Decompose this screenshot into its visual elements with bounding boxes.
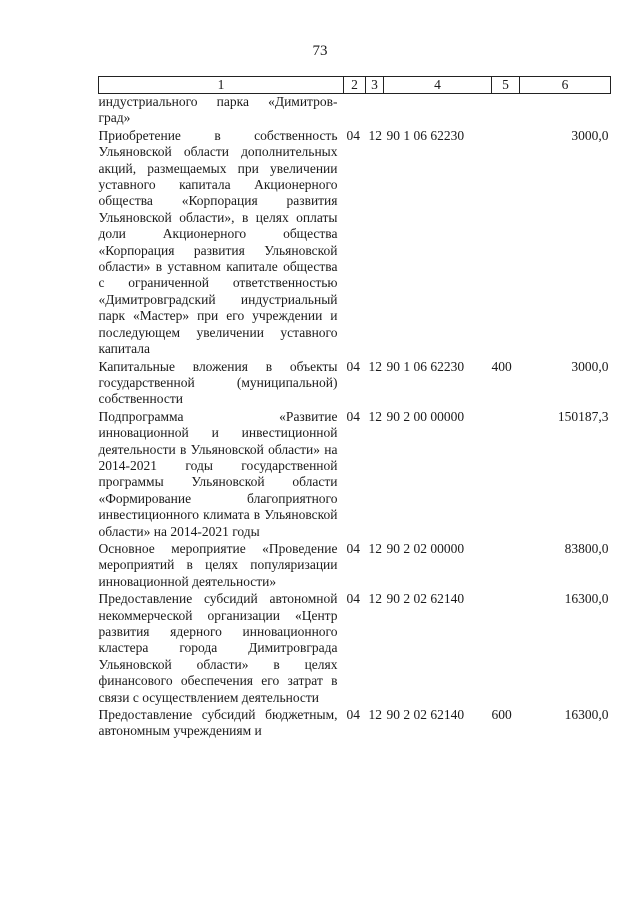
row-expense-type: [492, 591, 520, 707]
table-row: [99, 409, 611, 541]
table-header: [99, 77, 611, 94]
row-target-code: 90 2 00 00000: [386, 408, 465, 424]
row-section: 04: [346, 408, 360, 424]
table-row: [99, 128, 611, 359]
row-amount: 3000,0: [571, 127, 609, 143]
row-expense-type: [492, 409, 520, 541]
row-section: 04: [346, 127, 360, 143]
row-section: 04: [346, 358, 360, 374]
row-section: [344, 94, 366, 128]
row-subsection: 12: [368, 408, 382, 424]
table-row: [99, 94, 611, 128]
row-name: Предоставление субсидий автономной некоммерческой организации «Центр развития ядерного инновационного кластера города Димитровграда Ульяновской области» в целях финансового обеспечения его затрат в связи с осуществлением деятельности: [98, 591, 338, 705]
row-expense-type: [492, 94, 520, 128]
row-target-code: 90 1 06 62230: [386, 127, 465, 143]
row-target-code: 90 1 06 62230: [386, 358, 465, 374]
table-row: [99, 591, 611, 707]
header-col-3: 3: [366, 77, 384, 94]
row-expense-type: [492, 128, 520, 359]
row-expense-type: 600: [491, 707, 512, 723]
page-number: 73: [312, 43, 328, 59]
row-name: Капитальные вложения в объекты государственной (муниципальной) собственности: [98, 358, 338, 407]
row-amount: 83800,0: [564, 540, 609, 556]
header-col-4: 4: [384, 77, 492, 94]
header-col-6: 6: [520, 77, 611, 94]
row-name: Основное мероприятие «Проведение мероприятий в целях популяризации инновационной деятельности»: [98, 540, 338, 589]
header-col-5: 5: [492, 77, 520, 94]
row-target-code: [384, 94, 492, 128]
row-name: индустриального парка «Димитров-град»: [98, 94, 338, 126]
row-target-code: 90 2 02 62140: [386, 591, 465, 607]
row-name: Приобретение в собственность Ульяновской области дополнительных акций, размещаемых при увеличении уставного капитала Акционерного общества «Корпорация развития Ульяновской области», в целях оплаты доли Акционерного общества «Корпорация развития Ульяновской области» в уставном капитале общества с ограниченной ответственностью «Димитровградский индустриальный парк «Мастер» при его учреждении и последующем увеличении уставного капитала: [98, 127, 338, 357]
row-section: 04: [346, 591, 360, 607]
header-col-2: 2: [344, 77, 366, 94]
row-subsection: 12: [368, 591, 382, 607]
row-subsection: 12: [368, 707, 382, 723]
table-row: [99, 541, 611, 591]
header-col-1: 1: [99, 77, 344, 94]
row-amount: 16300,0: [564, 591, 609, 607]
budget-table: [98, 76, 611, 741]
row-subsection: [366, 94, 384, 128]
row-name: Предоставление субсидий бюджетным, автономным учреждениям и: [98, 707, 338, 739]
row-name: Подпрограмма «Развитие инновационной и инвестиционной деятельности в Ульяновской области» на 2014-2021 годы государственной программы Ульяновской области «Формирование благоприятного инвестиционного климата в Ульяновской области» на 2014-2021 годы: [98, 408, 338, 539]
row-expense-type: [492, 541, 520, 591]
row-subsection: 12: [368, 540, 382, 556]
row-amount: 3000,0: [571, 358, 609, 374]
row-subsection: 12: [368, 127, 382, 143]
row-amount: [520, 94, 611, 128]
row-expense-type: 400: [491, 358, 512, 374]
table-row: [99, 707, 611, 741]
row-amount: 16300,0: [564, 707, 609, 723]
row-target-code: 90 2 02 00000: [386, 540, 465, 556]
row-target-code: 90 2 02 62140: [386, 707, 465, 723]
table-body: [99, 94, 611, 741]
row-amount: 150187,3: [557, 408, 609, 424]
row-section: 04: [346, 540, 360, 556]
row-subsection: 12: [368, 358, 382, 374]
table-row: [99, 359, 611, 409]
row-section: 04: [346, 707, 360, 723]
